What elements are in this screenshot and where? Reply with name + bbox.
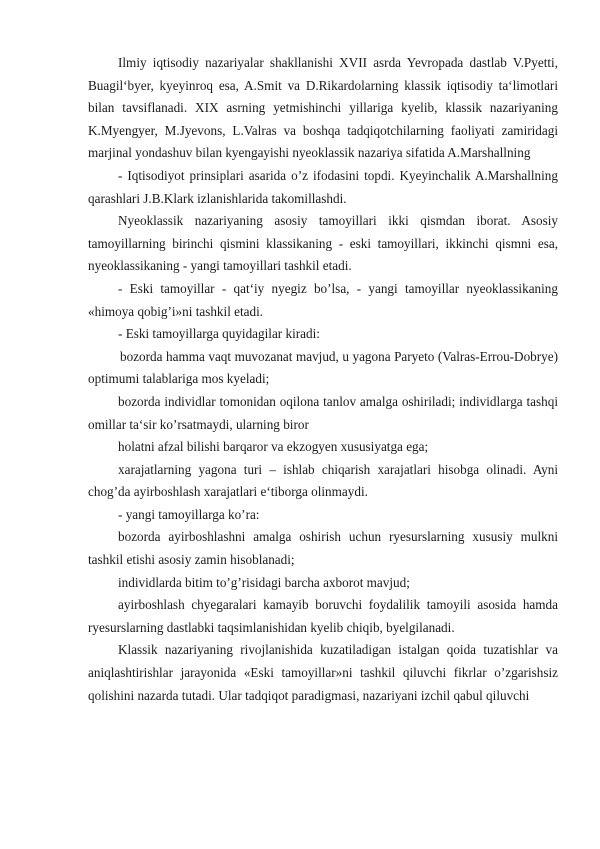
paragraph-11: bozorda ayirboshlashni amalga oshirish uchun ryesurslarning xususiy mulkni tashkil etishi asosiy zamin hisoblanadi; (88, 529, 558, 568)
paragraph-2: - Iqtisodiyot prinsiplari asarida o’z ifodasini topdi. Kyeyinchalik A.Marshallning qarashlari J.B.Klark izlanishlarida takomillashdi. (88, 167, 558, 206)
paragraph-1: Ilmiy iqtisodiy nazariyalar shakllanishi XVII asrda Yevropada dastlab V.Pyetti, Buagil‘byer, kyeyinroq esa, A.Smit va D.Rikardolarning klassik iqtisodiy ta‘limotlari bilan tavsiflanadi. XIX asrning yetmishinchi yillariga kyelib, klassik nazariyaning K.Myengyer, M.Jyevons, L.Valras va boshqa tadqiqotchilarning faoliyati zamiridagi marjinal yondashuv bilan kyengayishi nyeoklassik nazariya sifatida A.Marshallning (88, 55, 558, 161)
paragraph-6: bozorda hamma vaqt muvozanat mavjud, u yagona Paryeto (Valras-Errou-Dobrye) optimumi talablariga mos kyeladi; (88, 348, 558, 387)
paragraph-3: Nyeoklassik nazariyaning asosiy tamoyillari ikki qismdan iborat. Asosiy tamoyillarning birinchi qismini klassikaning - eski tamoyillari, ikkinchi qismni esa, nyeoklassikaning - yangi tamoyillari tashkil etadi. (88, 213, 558, 274)
paragraph-9: xarajatlarning yagona turi – ishlab chiqarish xarajatlari hisobga olinadi. Ayni chog’da ayirboshlash xarajatlari e‘tiborga olinmaydi. (88, 461, 558, 500)
paragraph-4: - Eski tamoyillar - qat‘iy nyegiz bo’lsa, - yangi tamoyillar nyeoklassikaning «himoya qobig’i»ni tashkil etadi. (88, 280, 558, 319)
document-page (88, 52, 558, 707)
paragraph-7: bozorda individlar tomonidan oqilona tanlov amalga oshiriladi; individlarga tashqi omillar ta‘sir ko’rsatmaydi, ularning biror (88, 393, 558, 432)
paragraph-14: Klassik nazariyaning rivojlanishida kuzatiladigan istalgan qoida tuzatishlar va aniqlashtirishlar jarayonida «Eski tamoyillar»ni tashkil qiluvchi fikrlar o’zgarishsiz qolishini nazarda tutadi. Ular tadqiqot paradigmasi, nazariyani izchil qabul qiluvchi (88, 642, 558, 703)
paragraph-10: - yangi tamoyillarga ko’ra: (118, 506, 260, 522)
paragraph-12: individlarda bitim to’g’risidagi barcha axborot mavjud; (118, 574, 410, 590)
paragraph-13: ayirboshlash chyegaralari kamayib boruvchi foydalilik tamoyili asosida hamda ryesurslarning dastlabki taqsimlanishidan kyelib chiqib, byelgilanadi. (88, 597, 558, 635)
paragraph-5: - Eski tamoyillarga quyidagilar kiradi: (118, 326, 320, 342)
paragraph-8: holatni afzal bilishi barqaror va ekzogyen xususiyatga ega; (118, 439, 429, 455)
